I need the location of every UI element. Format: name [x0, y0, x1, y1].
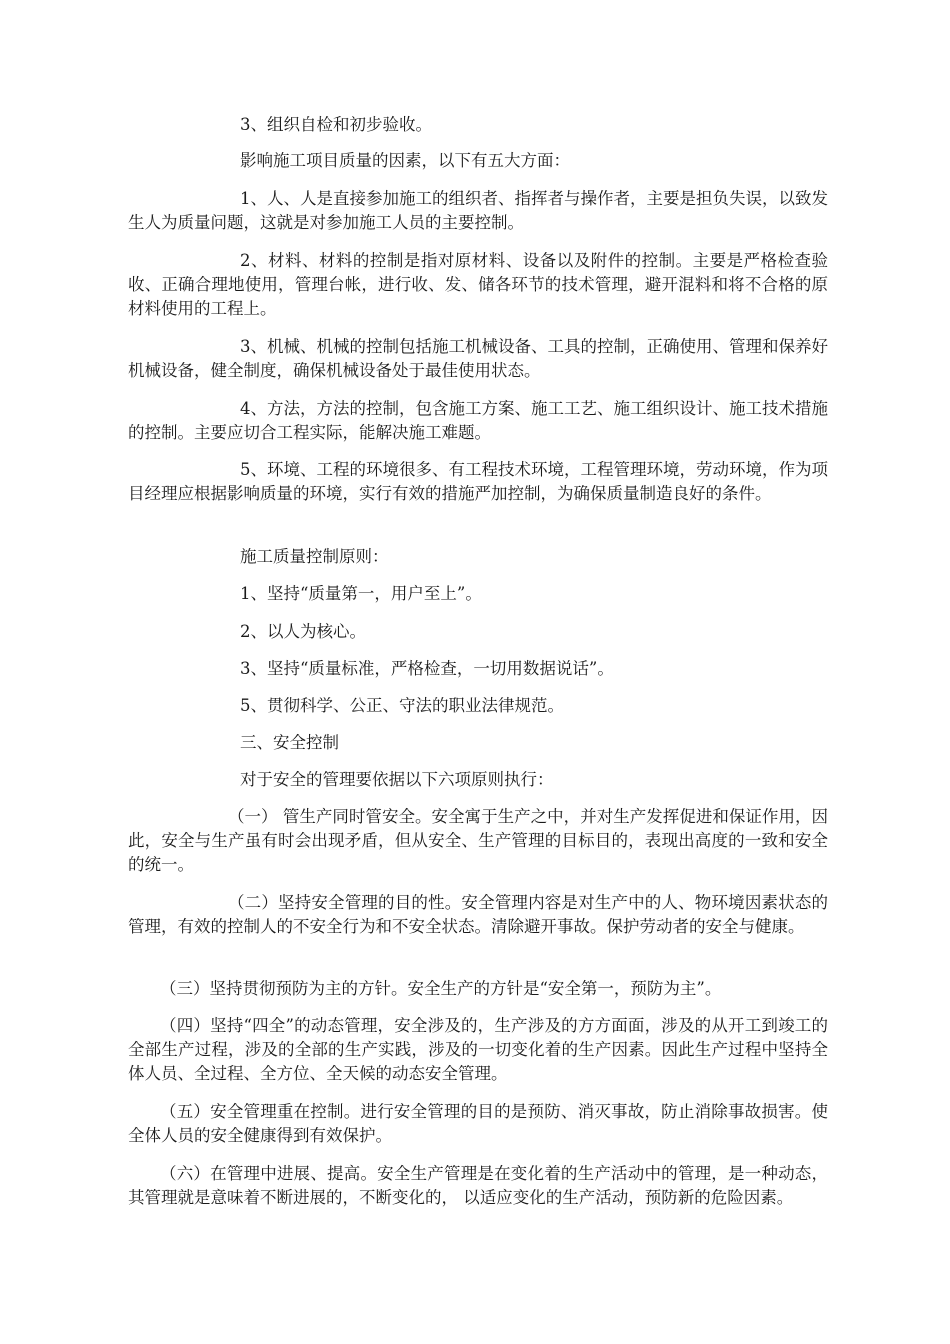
paragraph-1: 3、组织自检和初步验收。 — [240, 115, 432, 134]
paragraph-13: 对于安全的管理要依据以下六项原则执行： — [240, 770, 554, 789]
paragraph-7: 5、环境、工程的环境很多、有工程技术环境，工程管理环境，劳动环境，作为项目经理应根据影响质量的环境，实行有效的措施严加控制，为确保质量制造良好的条件。 — [128, 460, 828, 503]
paragraph-12: 5、贯彻科学、公正、守法的职业法律规范。 — [240, 696, 564, 715]
paragraph-8: 施工质量控制原则： — [240, 547, 389, 566]
paragraph-10: 2、以人为核心。 — [240, 622, 366, 641]
principle-6: （六）在管理中进展、提高。安全生产管理是在变化着的生产活动中的管理，是一种动态，其管理就是意味着不断进展的，不断变化的， 以适应变化的生产活动，预防新的危险因素。 — [128, 1164, 828, 1207]
principle-4: （四）坚持“四全”的动态管理，安全涉及的，生产涉及的方方面面，涉及的从开工到竣工的 全部生产过程，涉及的全部的生产实践，涉及的一切变化着的生产因素。因此生产过程中坚持全体人员、全过程、全方位、全天候的动态安全管理。 — [128, 1016, 828, 1083]
paragraph-4: 2、材料、材料的控制是指对原材料、设备以及附件的控制。主要是严格检查验收、正确合理地使用，管理台帐，进行收、发、储各环节的技术管理，避开混料和将不合格的原材料使用的工程上。 — [128, 251, 828, 318]
paragraph-3: 1、人、人是直接参加施工的组织者、指挥者与操作者，主要是担负失误，以致发生人为质量问题，这就是对参加施工人员的主要控制。 — [128, 189, 828, 232]
paragraph-5: 3、机械、机械的控制包括施工机械设备、工具的控制，正确使用、管理和保养好机械设备，健全制度，确保机械设备处于最佳使用状态。 — [128, 337, 828, 380]
principle-2: （二）坚持安全管理的目的性。安全管理内容是对生产中的人、物环境因素状态的管理，有效的控制人的不安全行为和不安全状态。清除避开事故。保护劳动者的安全与健康。 — [128, 893, 828, 936]
paragraph-6: 4、方法，方法的控制，包含施工方案、施工工艺、施工组织设计、施工技术措施的控制。主要应切合工程实际，能解决施工难题。 — [128, 399, 828, 442]
paragraph-11: 3、坚持“质量标准，严格检查，一切用数据说话”。 — [240, 659, 614, 678]
principle-5: （五）安全管理重在控制。进行安全管理的目的是预防、消灭事故，防止消除事故损害。使全体人员的安全健康得到有效保护。 — [128, 1102, 828, 1145]
principle-1: （一） 管生产同时管安全。安全寓于生产之中，并对生产发挥促进和保证作用，因此，安全与生产虽有时会出现矛盾，但从安全、生产管理的目标目的，表现出高度的一致和安全的统一。 — [128, 807, 828, 874]
paragraph-2: 影响施工项目质量的因素，以下有五大方面： — [240, 151, 570, 170]
paragraph-9: 1、坚持“质量第一，用户至上”。 — [240, 584, 482, 603]
principle-3: （三）坚持贯彻预防为主的方针。安全生产的方针是“安全第一，预防为主”。 — [160, 979, 722, 998]
section-heading-safety: 三、安全控制 — [240, 733, 339, 752]
